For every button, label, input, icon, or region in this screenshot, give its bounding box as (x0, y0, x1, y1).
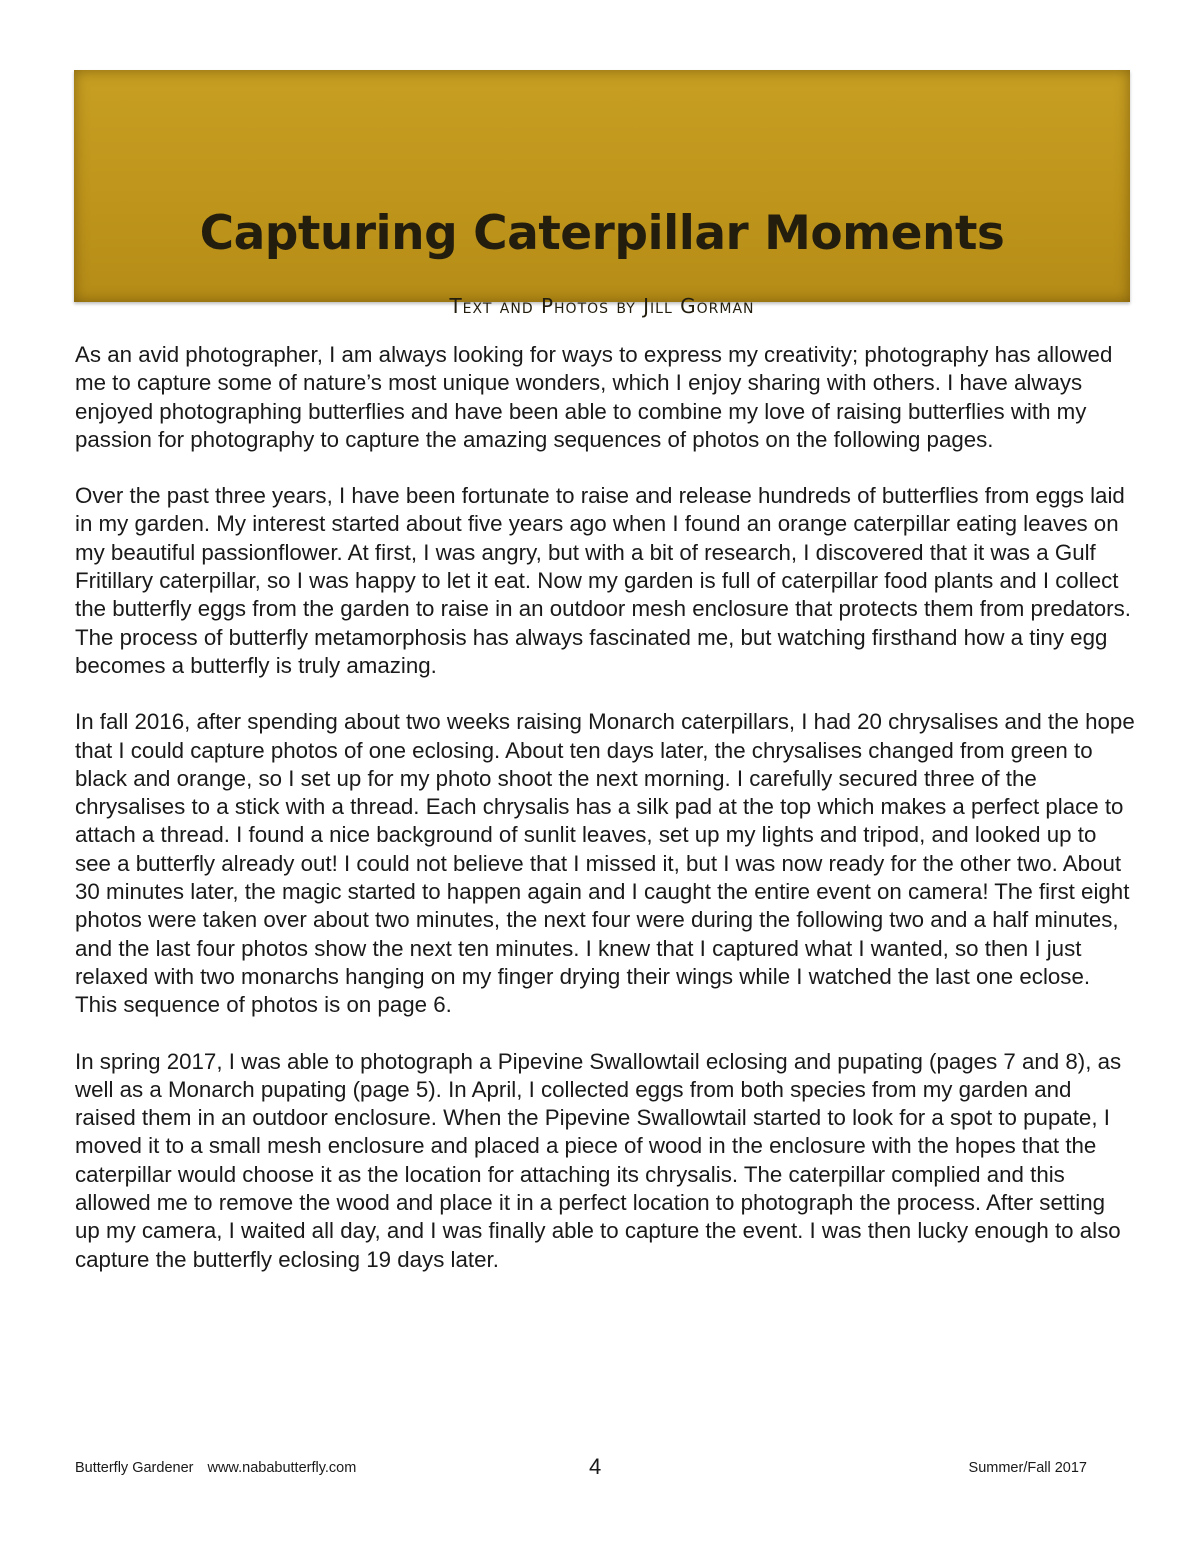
article-paragraph: Over the past three years, I have been fortunate to raise and release hundreds of butterflies from eggs laid in my garden. My interest started about five years ago when I found an orange caterpillar eating leaves on my beautiful passionflower. At first, I was angry, but with a bit of research, I discovered that it was a Gulf Fritillary caterpillar, so I was happy to let it eat. Now my garden is full of caterpillar food plants and I collect the butterfly eggs from the garden to raise in an outdoor mesh enclosure that protects them from predators. The process of butterfly metamorphosis has always fascinated me, but watching firsthand how a tiny egg becomes a butterfly is truly amazing. (75, 483, 1131, 678)
article-title: Capturing Caterpillar Moments (199, 206, 1005, 261)
article-body (75, 341, 1135, 1302)
footer-issue: Summer/Fall 2017 (968, 1460, 1087, 1476)
footer-website-link[interactable]: www.nababutterfly.com (207, 1460, 357, 1476)
footer-publication-name: Butterfly Gardener (75, 1460, 194, 1476)
article-paragraph: In spring 2017, I was able to photograph a Pipevine Swallowtail eclosing and pupating (pages 7 and 8), as well as a Monarch pupating (page 5). In April, I collected eggs from both species from my garden and raised them in an outdoor enclosure. When the Pipevine Swallowtail started to look for a spot to pupate, I moved it to a small mesh enclosure and placed a piece of wood in the enclosure with the hopes that the caterpillar would choose it as the location for attaching its chrysalis. The caterpillar complied and this allowed me to remove the wood and place it in a perfect location to photograph the process. After setting up my camera, I waited all day, and I was finally able to capture the event. I was then lucky enough to also capture the butterfly eclosing 19 days later. (75, 1048, 1122, 1272)
article-paragraph: In fall 2016, after spending about two weeks raising Monarch caterpillars, I had 20 chrysalises and the hope that I could capture photos of one eclosing. About ten days later, the chrysalises changed from green to black and orange, so I set up for my photo shoot the next morning. I carefully secured three of the chrysalises to a stick with a thread. Each chrysalis has a silk pad at the top which makes a perfect place to attach a thread. I found a nice background of sunlit leaves, set up my lights and tripod, and looked up to see a butterfly already out! I could not believe that I missed it, but I was now ready for the other two. About 30 minutes later, the magic started to happen again and I caught the entire event on camera! The first eight photos were taken over about two minutes, the next four were during the following two and a half minutes, and the last four photos show the next ten minutes. I knew that I captured what I wanted, so then I just relaxed with two monarchs hanging on my finger drying their wings while I watched the last one eclose. This sequence of photos is on page 6. (75, 709, 1135, 1018)
footer-publication-info (75, 1460, 356, 1476)
title-banner (74, 70, 1130, 318)
page-number: 4 (589, 1454, 602, 1479)
article-byline: Text and Photos by Jill Gorman (449, 294, 755, 318)
article-paragraph: As an avid photographer, I am always looking for ways to express my creativity; photography has allowed me to capture some of nature’s most unique wonders, which I enjoy sharing with others. I have always enjoyed photographing butterflies and have been able to combine my love of raising butterflies with my passion for photography to capture the amazing sequences of photos on the following pages. (75, 342, 1113, 452)
